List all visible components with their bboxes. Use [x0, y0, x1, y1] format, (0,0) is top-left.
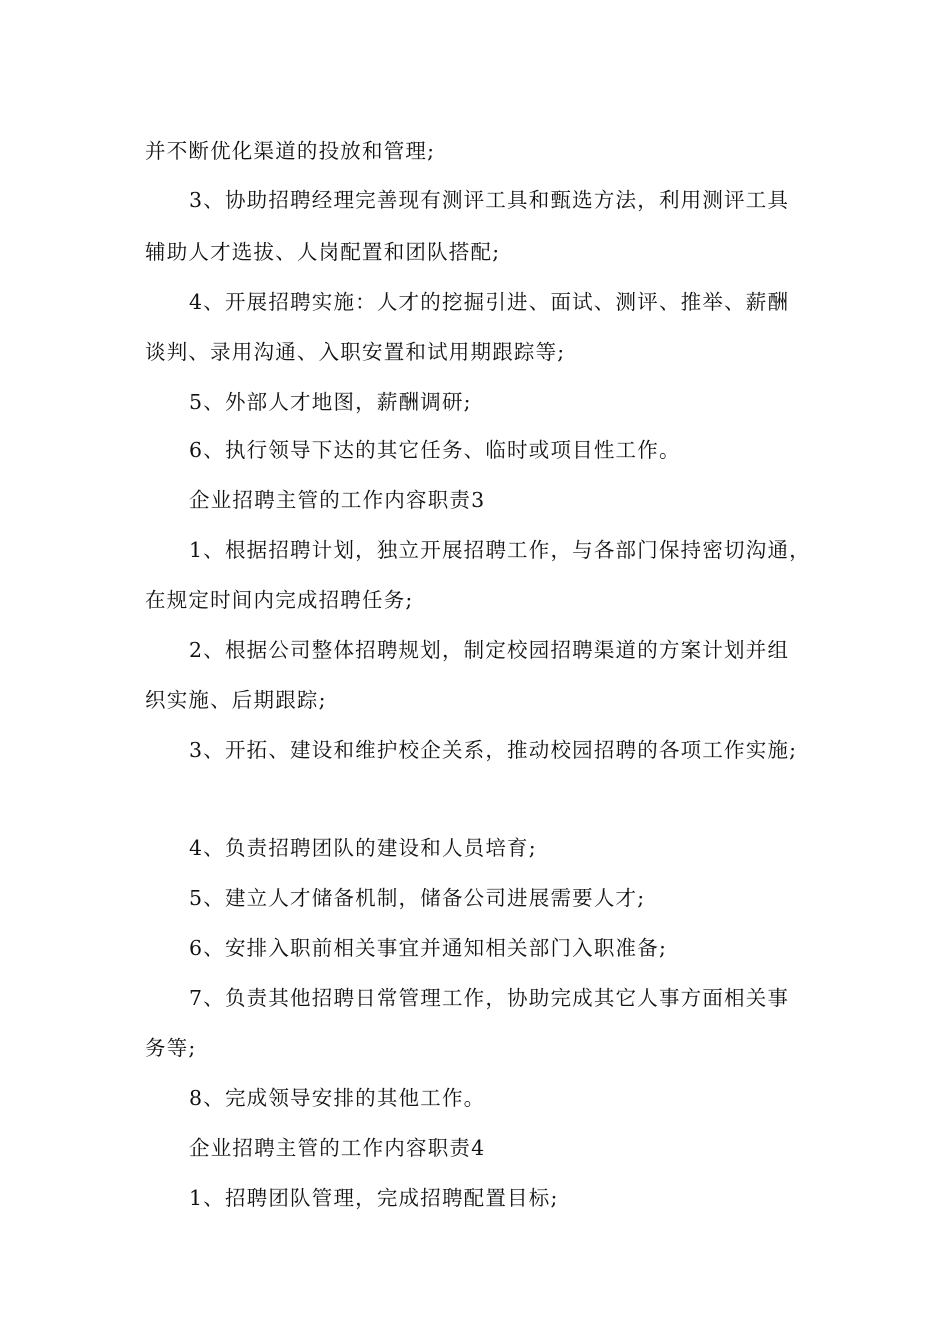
text-line: 2、根据公司整体招聘规划，制定校园招聘渠道的方案计划并组: [189, 638, 790, 662]
section-heading: 企业招聘主管的工作内容职责4: [189, 1136, 486, 1160]
text-line: 3、开拓、建设和维护校企关系，推动校园招聘的各项工作实施;: [189, 738, 798, 762]
text-line: 8、完成领导安排的其他工作。: [189, 1086, 486, 1110]
text-line: 在规定时间内完成招聘任务;: [145, 588, 414, 612]
text-line: 4、开展招聘实施：人才的挖掘引进、面试、测评、推举、薪酬: [189, 290, 790, 314]
text-line: 7、负责其他招聘日常管理工作，协助完成其它人事方面相关事: [189, 986, 790, 1010]
text-line: 辅助人才选拔、人岗配置和团队搭配;: [145, 240, 501, 264]
text-line: 5、外部人才地图，薪酬调研;: [189, 390, 472, 414]
text-line: 6、执行领导下达的其它任务、临时或项目性工作。: [189, 438, 681, 462]
text-line: 1、根据招聘计划，独立开展招聘工作，与各部门保持密切沟通，: [189, 538, 811, 562]
text-line: 谈判、录用沟通、入职安置和试用期跟踪等;: [145, 340, 566, 364]
text-line: 并不断优化渠道的投放和管理;: [145, 139, 436, 163]
text-line: 4、负责招聘团队的建设和人员培育;: [189, 836, 537, 860]
text-line: 1、招聘团队管理，完成招聘配置目标;: [189, 1186, 559, 1210]
text-line: 5、建立人才储备机制，储备公司进展需要人才;: [189, 886, 646, 910]
text-line: 织实施、后期跟踪;: [145, 688, 327, 712]
text-line: 务等;: [145, 1036, 197, 1060]
section-heading: 企业招聘主管的工作内容职责3: [189, 488, 486, 512]
text-line: 3、协助招聘经理完善现有测评工具和甄选方法，利用测评工具: [189, 188, 790, 212]
text-line: 6、安排入职前相关事宜并通知相关部门入职准备;: [189, 936, 668, 960]
